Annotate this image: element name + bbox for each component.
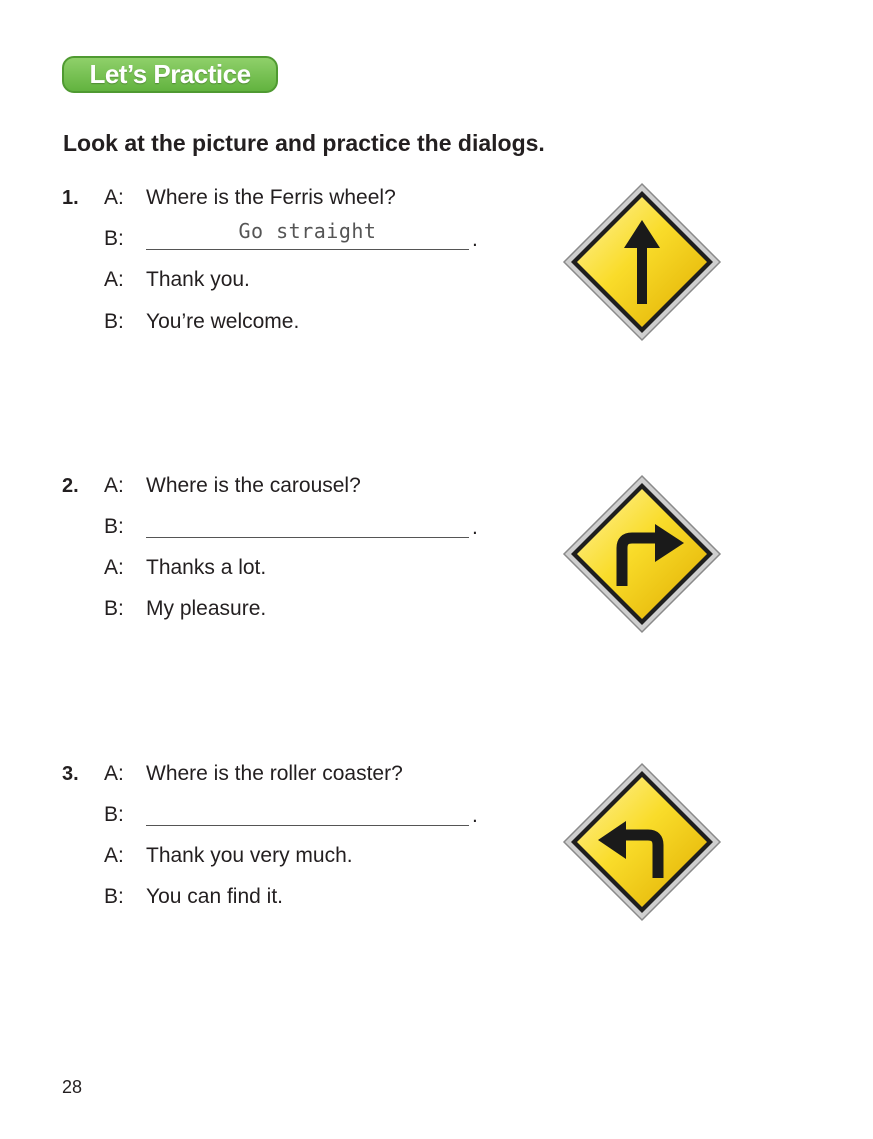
turn-left-sign-icon	[562, 762, 722, 922]
dialog-line	[104, 597, 266, 621]
speaker-label: B:	[104, 803, 124, 826]
page-number: 28	[62, 1077, 83, 1097]
answer-blank[interactable]	[146, 825, 469, 826]
speaker-label: A:	[104, 186, 124, 209]
dialog-line	[104, 515, 146, 539]
line-text: Where is the roller coaster?	[146, 762, 403, 785]
dialog-line	[104, 885, 283, 909]
speaker-label: B:	[104, 310, 124, 333]
dialog-line	[104, 556, 266, 580]
dialog-line	[104, 803, 146, 827]
speaker-label: A:	[104, 762, 124, 785]
dialog-number: 2.	[62, 475, 79, 497]
dialog-line	[104, 844, 353, 868]
answer-blank[interactable]	[146, 537, 469, 538]
line-text: My pleasure.	[146, 597, 267, 620]
line-text: Thank you.	[146, 268, 250, 291]
dialog-line	[104, 186, 396, 210]
instruction-heading: Look at the picture and practice the dialogs.	[63, 130, 545, 156]
dialog-number: 1.	[62, 187, 79, 209]
turn-right-sign-icon	[562, 474, 722, 634]
dialog-line	[104, 268, 250, 292]
speaker-label: A:	[104, 844, 124, 867]
blank-period: .	[472, 516, 478, 539]
speaker-label: A:	[104, 474, 124, 497]
dialog-line	[104, 762, 403, 786]
line-text: You’re welcome.	[146, 310, 300, 333]
lets-practice-banner: Let’s Practice	[62, 56, 278, 93]
dialog-line	[104, 474, 361, 498]
speaker-label: B:	[104, 597, 124, 620]
speaker-label: B:	[104, 885, 124, 908]
straight-arrow-sign-icon	[562, 182, 722, 342]
dialog-line	[104, 310, 299, 334]
line-text: Where is the carousel?	[146, 474, 361, 497]
speaker-label: A:	[104, 268, 124, 291]
dialog-number: 3.	[62, 763, 79, 785]
speaker-label: A:	[104, 556, 124, 579]
answer-blank[interactable]	[146, 249, 469, 250]
line-text: Where is the Ferris wheel?	[146, 186, 396, 209]
line-text: Thank you very much.	[146, 844, 353, 867]
line-text: You can find it.	[146, 885, 283, 908]
line-text: Thanks a lot.	[146, 556, 267, 579]
blank-period: .	[472, 804, 478, 827]
blank-period: .	[472, 228, 478, 251]
speaker-label: B:	[104, 515, 124, 538]
dialog-line	[104, 227, 146, 251]
speaker-label: B:	[104, 227, 124, 250]
answer-handwriting: Go straight	[238, 219, 377, 243]
